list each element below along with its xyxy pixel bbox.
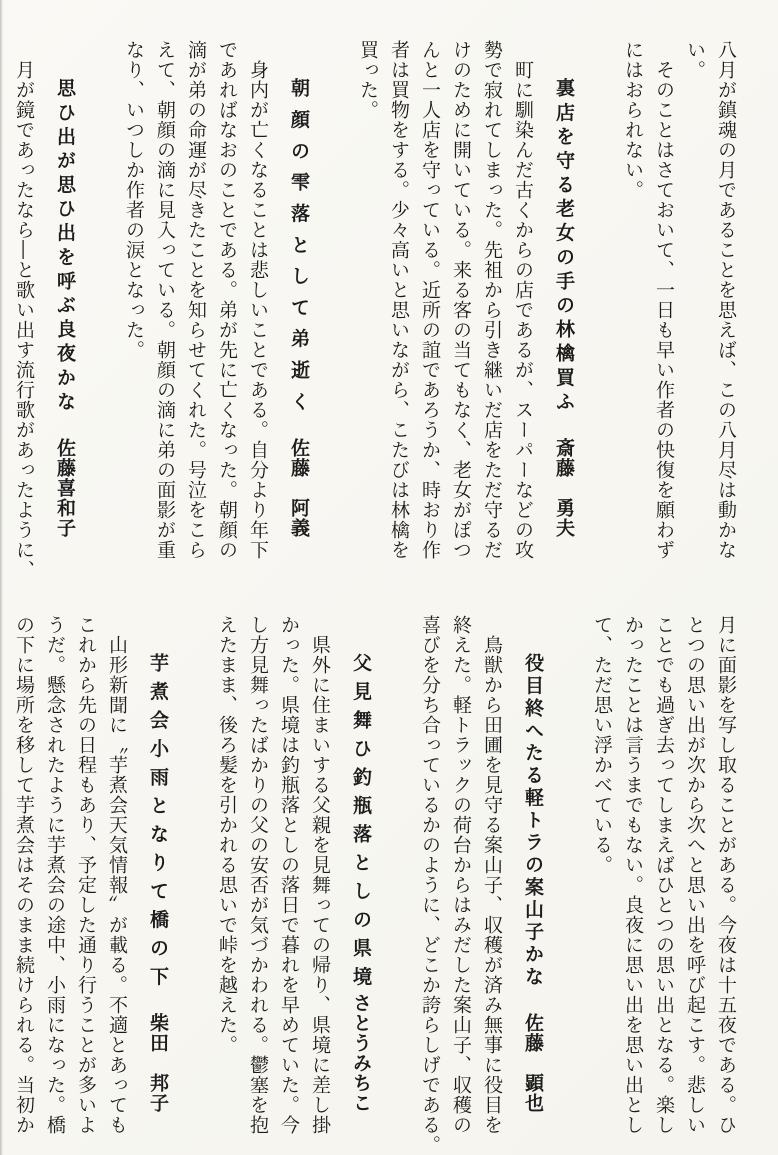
poem-author-name: 柴田 邦子 — [147, 1013, 169, 1113]
prose-line: 買った。 — [357, 40, 379, 120]
prose-line: 山形新聞に〝芋煮会天気情報〟が載る。不適とあっても — [106, 615, 128, 1135]
prose-line: えて、朝顔の滴に見入っている。朝顔の滴に弟の面影が重 — [154, 40, 176, 560]
poem-heading — [547, 40, 581, 564]
top-text-band — [8, 40, 741, 580]
prose-line: 月が鏡であったなら―と歌い出す流行歌があったように、 — [13, 40, 35, 580]
bottom-text-band — [8, 615, 741, 1155]
prose-line: 月に面影を写し取ることがある。今夜は十五夜である。ひ — [715, 615, 737, 1135]
prose-line: 終えた。軽トラックの荷台からはみだした案山子、収穫の — [450, 615, 472, 1135]
prose-line: 喜びを分ち合っているかのように、どこか誇らしげである。 — [419, 615, 441, 1155]
prose-line: これから先の日程もあり、予定した通り行うことが多いよ — [75, 615, 97, 1135]
prose-line: 者は買物をする。少々高いと思いながら、こたびは林檎を — [388, 40, 410, 560]
prose-line: 滴が弟の命運が尽きたことを知らせてくれた。号泣をこら — [185, 40, 207, 560]
prose-line: んと一人店を守っている。近所の誼であろうか、時おり作 — [419, 40, 441, 560]
prose-line: うだ。懸念されたように芋煮会の途中、小雨になった。橋 — [44, 615, 66, 1135]
poem-title-text: 役目終へたる軽トラの案山子かな — [522, 653, 544, 988]
poem-heading — [344, 615, 378, 1139]
poem-author-name: 斎藤 勇夫 — [553, 438, 575, 538]
poem-heading — [282, 40, 316, 564]
poem-heading — [141, 615, 175, 1139]
prose-line: にはおられない。 — [622, 40, 644, 200]
poem-author-name: 佐藤喜和子 — [54, 438, 76, 538]
poem-title-text: 芋煮会小雨となりて橋の下 — [147, 653, 169, 988]
prose-line: 鳥獣から田圃を見守る案山子、収穫が済み無事に役目を — [481, 615, 503, 1135]
prose-line: 身内が亡くなることは悲しいことである。自分より年下 — [247, 40, 269, 560]
poem-author-name: 佐藤 阿義 — [288, 438, 310, 538]
poem-title-text: 父見舞ひ釣瓶落としの県境 — [350, 653, 372, 988]
poem-author-name: さとうみちこ — [350, 993, 372, 1113]
prose-line: し方見舞ったばかりの父の安否が気づかわれる。鬱塞を抱 — [247, 615, 269, 1135]
prose-line: い。 — [684, 40, 706, 80]
poem-heading — [516, 615, 550, 1139]
prose-line: 八月が鎮魂の月であることを思えば、この八月尽は動かな — [715, 40, 737, 560]
prose-line: ことでも過ぎ去ってしまえばひとつの思い出となる。楽し — [653, 615, 675, 1135]
poem-title-text: 思ひ出が思ひ出を呼ぶ良夜かな — [54, 78, 76, 413]
prose-line: であればなおのことである。弟が先に亡くなった。朝顔の — [216, 40, 238, 560]
poem-author-name: 佐藤 顕也 — [522, 1013, 544, 1113]
prose-line: の下に場所を移して芋煮会はそのまま続けられる。当初か — [13, 615, 35, 1135]
prose-line: とつの思い出が次から次へと思い出を呼び起こす。悲しい — [684, 615, 706, 1135]
prose-line: て、ただ思い浮かべている。 — [591, 615, 613, 875]
poem-title-text: 裏店を守る老女の手の林檎買ふ — [553, 78, 575, 413]
prose-line: えたまま、後ろ髪を引かれる思いで峠を越えた。 — [216, 615, 238, 1055]
prose-line: そのことはさておいて、一日も早い作者の快復を願わず — [653, 40, 675, 560]
scan-edge-artifact — [0, 0, 3, 1155]
prose-line: 勢で寂れてしまった。先祖から引き継いだ店をただ守るだ — [481, 40, 503, 560]
prose-line: かった。県境は釣瓶落としの落日で暮れを早めていた。今 — [278, 615, 300, 1135]
prose-line: 町に馴染んだ古くからの店であるが、スーパーなどの攻 — [512, 40, 534, 560]
poem-heading — [48, 40, 82, 564]
poem-title-text: 朝顔の雫落として弟逝く — [288, 78, 310, 413]
prose-line: けのために開いている。来る客の当てもなく、老女がぽつ — [450, 40, 472, 560]
prose-line: なり、いつしか作者の涙となった。 — [123, 40, 145, 360]
prose-line: かったことは言うまでもない。良夜に思い出を思い出とし — [622, 615, 644, 1135]
prose-line: 県外に住まいする父親を見舞っての帰り、県境に差し掛 — [309, 615, 331, 1135]
